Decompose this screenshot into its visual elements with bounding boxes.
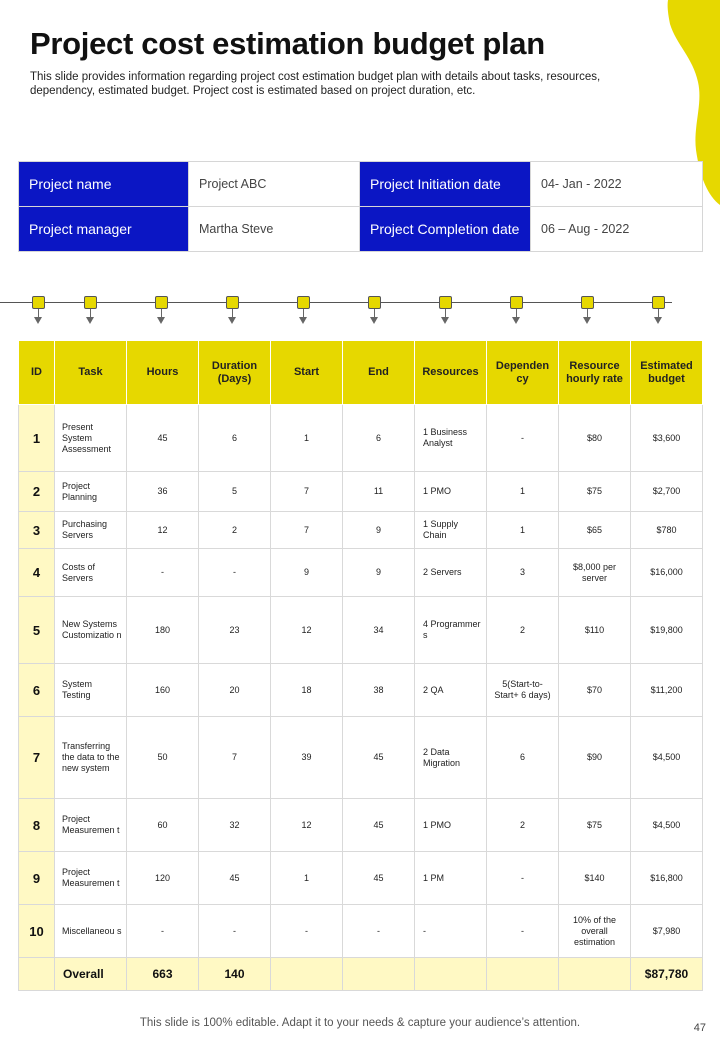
- total-cell: Overall: [55, 958, 127, 991]
- project-name-value: Project ABC: [189, 162, 360, 207]
- table-row: [19, 549, 703, 597]
- table-cell: Costs of Servers: [55, 549, 127, 597]
- table-cell: 45: [343, 799, 415, 852]
- table-cell: 45: [199, 852, 271, 905]
- table-cell: 1: [271, 852, 343, 905]
- timeline-arrow-icon: [654, 317, 662, 324]
- table-cell: -: [199, 905, 271, 958]
- project-manager-label: Project manager: [19, 207, 189, 252]
- table-cell: 12: [271, 597, 343, 664]
- table-cell: $780: [631, 512, 703, 549]
- column-header: Hours: [127, 341, 199, 405]
- total-cell: 663: [127, 958, 199, 991]
- total-cell: $87,780: [631, 958, 703, 991]
- table-cell: 9: [19, 852, 55, 905]
- table-cell: $4,500: [631, 799, 703, 852]
- timeline-arrow-icon: [583, 317, 591, 324]
- table-cell: 60: [127, 799, 199, 852]
- table-cell: 34: [343, 597, 415, 664]
- table-cell: 2 Servers: [415, 549, 487, 597]
- table-cell: 6: [343, 405, 415, 472]
- column-header: Estimated budget: [631, 341, 703, 405]
- total-row: [19, 958, 703, 991]
- timeline-node: [226, 296, 239, 309]
- page-title: Project cost estimation budget plan: [30, 26, 545, 61]
- table-cell: 6: [487, 717, 559, 799]
- table-cell: -: [487, 852, 559, 905]
- table-cell: -: [127, 905, 199, 958]
- table-cell: 2: [487, 799, 559, 852]
- timeline-node: [510, 296, 523, 309]
- table-row: [19, 597, 703, 664]
- table-cell: Project Planning: [55, 472, 127, 512]
- total-empty-cell: [271, 958, 343, 991]
- table-cell: 1: [271, 405, 343, 472]
- table-cell: 10% of the overall estimation: [559, 905, 631, 958]
- table-cell: -: [487, 905, 559, 958]
- total-empty-cell: [415, 958, 487, 991]
- table-cell: 6: [199, 405, 271, 472]
- table-row: [19, 512, 703, 549]
- table-cell: 32: [199, 799, 271, 852]
- column-header: Task: [55, 341, 127, 405]
- timeline-node: [368, 296, 381, 309]
- timeline-node: [155, 296, 168, 309]
- table-cell: 2: [487, 597, 559, 664]
- table-cell: 10: [19, 905, 55, 958]
- table-row: [19, 717, 703, 799]
- timeline-node: [32, 296, 45, 309]
- table-cell: 160: [127, 664, 199, 717]
- timeline-arrow-icon: [228, 317, 236, 324]
- table-cell: $140: [559, 852, 631, 905]
- table-cell: $16,800: [631, 852, 703, 905]
- project-info-table: [18, 161, 703, 252]
- table-cell: 1 Supply Chain: [415, 512, 487, 549]
- table-cell: 1: [487, 512, 559, 549]
- table-cell: Project Measuremen t: [55, 799, 127, 852]
- table-cell: 1: [19, 405, 55, 472]
- table-cell: $4,500: [631, 717, 703, 799]
- total-empty-cell: [343, 958, 415, 991]
- table-cell: $8,000 per server: [559, 549, 631, 597]
- timeline-node: [652, 296, 665, 309]
- total-empty-cell: [559, 958, 631, 991]
- initiation-date-label: Project Initiation date: [360, 162, 531, 207]
- timeline-node: [84, 296, 97, 309]
- timeline-node: [581, 296, 594, 309]
- completion-date-value: 06 – Aug - 2022: [531, 207, 703, 252]
- table-cell: 2: [19, 472, 55, 512]
- timeline-connector: [0, 292, 720, 332]
- table-cell: $19,800: [631, 597, 703, 664]
- column-header: Start: [271, 341, 343, 405]
- table-cell: 2 QA: [415, 664, 487, 717]
- table-cell: 9: [343, 549, 415, 597]
- timeline-node: [297, 296, 310, 309]
- table-row: [19, 472, 703, 512]
- table-cell: 5(Start-to-Start+ 6 days): [487, 664, 559, 717]
- timeline-arrow-icon: [370, 317, 378, 324]
- table-cell: Project Measuremen t: [55, 852, 127, 905]
- column-header: Duration (Days): [199, 341, 271, 405]
- table-cell: $7,980: [631, 905, 703, 958]
- timeline-arrow-icon: [157, 317, 165, 324]
- table-cell: 3: [487, 549, 559, 597]
- table-cell: 2: [199, 512, 271, 549]
- project-manager-value: Martha Steve: [189, 207, 360, 252]
- budget-table: [18, 340, 703, 991]
- table-cell: System Testing: [55, 664, 127, 717]
- table-cell: 20: [199, 664, 271, 717]
- footer-note: This slide is 100% editable. Adapt it to your needs & capture your audience’s attention.: [139, 1017, 581, 1029]
- table-cell: 8: [19, 799, 55, 852]
- table-cell: 7: [19, 717, 55, 799]
- table-cell: 5: [199, 472, 271, 512]
- project-name-label: Project name: [19, 162, 189, 207]
- table-header-row: [19, 341, 703, 405]
- table-cell: 9: [343, 512, 415, 549]
- table-cell: 9: [271, 549, 343, 597]
- timeline-line: [0, 302, 672, 303]
- table-cell: $16,000: [631, 549, 703, 597]
- table-cell: 3: [19, 512, 55, 549]
- table-cell: 36: [127, 472, 199, 512]
- timeline-arrow-icon: [299, 317, 307, 324]
- table-cell: 18: [271, 664, 343, 717]
- table-cell: 6: [19, 664, 55, 717]
- column-header: Resource hourly rate: [559, 341, 631, 405]
- table-cell: -: [127, 549, 199, 597]
- table-cell: 1 PMO: [415, 799, 487, 852]
- table-row: [19, 905, 703, 958]
- table-cell: $80: [559, 405, 631, 472]
- table-cell: Transferring the data to the new system: [55, 717, 127, 799]
- table-cell: 7: [271, 512, 343, 549]
- completion-date-label: Project Completion date: [360, 207, 531, 252]
- column-header: ID: [19, 341, 55, 405]
- table-cell: -: [199, 549, 271, 597]
- table-cell: 1: [487, 472, 559, 512]
- table-cell: $70: [559, 664, 631, 717]
- table-cell: $2,700: [631, 472, 703, 512]
- table-row: [19, 405, 703, 472]
- page-number: 47: [693, 1022, 706, 1034]
- table-row: [19, 664, 703, 717]
- table-cell: $110: [559, 597, 631, 664]
- table-cell: 1 PMO: [415, 472, 487, 512]
- page-subtitle: This slide provides information regarding project cost estimation budget plan with details about tasks, resources, dependency, estimated budget. Project cost is estimated based on project duration, etc.: [30, 71, 601, 97]
- table-cell: 11: [343, 472, 415, 512]
- table-cell: 23: [199, 597, 271, 664]
- table-cell: 38: [343, 664, 415, 717]
- column-header: Resources: [415, 341, 487, 405]
- table-cell: $65: [559, 512, 631, 549]
- table-cell: $3,600: [631, 405, 703, 472]
- table-cell: $75: [559, 472, 631, 512]
- table-cell: -: [487, 405, 559, 472]
- table-row: [19, 852, 703, 905]
- table-cell: 4: [19, 549, 55, 597]
- table-cell: 7: [199, 717, 271, 799]
- timeline-arrow-icon: [441, 317, 449, 324]
- table-cell: $90: [559, 717, 631, 799]
- table-cell: 12: [127, 512, 199, 549]
- table-cell: 180: [127, 597, 199, 664]
- table-cell: 39: [271, 717, 343, 799]
- column-header: Dependen cy: [487, 341, 559, 405]
- total-cell: 140: [199, 958, 271, 991]
- table-cell: New Systems Customizatio n: [55, 597, 127, 664]
- table-cell: $11,200: [631, 664, 703, 717]
- table-cell: 12: [271, 799, 343, 852]
- table-cell: 1 PM: [415, 852, 487, 905]
- table-cell: 2 Data Migration: [415, 717, 487, 799]
- table-cell: 45: [343, 717, 415, 799]
- table-cell: $75: [559, 799, 631, 852]
- total-empty-cell: [487, 958, 559, 991]
- total-empty-cell: [19, 958, 55, 991]
- timeline-arrow-icon: [86, 317, 94, 324]
- table-cell: Miscellaneou s: [55, 905, 127, 958]
- initiation-date-value: 04- Jan - 2022: [531, 162, 703, 207]
- table-cell: 4 Programmer s: [415, 597, 487, 664]
- table-cell: 120: [127, 852, 199, 905]
- table-cell: 45: [343, 852, 415, 905]
- table-cell: 7: [271, 472, 343, 512]
- table-row: [19, 799, 703, 852]
- table-cell: -: [343, 905, 415, 958]
- table-cell: 1 Business Analyst: [415, 405, 487, 472]
- table-cell: 50: [127, 717, 199, 799]
- column-header: End: [343, 341, 415, 405]
- table-cell: Present System Assessment: [55, 405, 127, 472]
- timeline-arrow-icon: [34, 317, 42, 324]
- table-cell: -: [271, 905, 343, 958]
- table-cell: Purchasing Servers: [55, 512, 127, 549]
- timeline-node: [439, 296, 452, 309]
- table-cell: 5: [19, 597, 55, 664]
- timeline-arrow-icon: [512, 317, 520, 324]
- table-cell: -: [415, 905, 487, 958]
- table-cell: 45: [127, 405, 199, 472]
